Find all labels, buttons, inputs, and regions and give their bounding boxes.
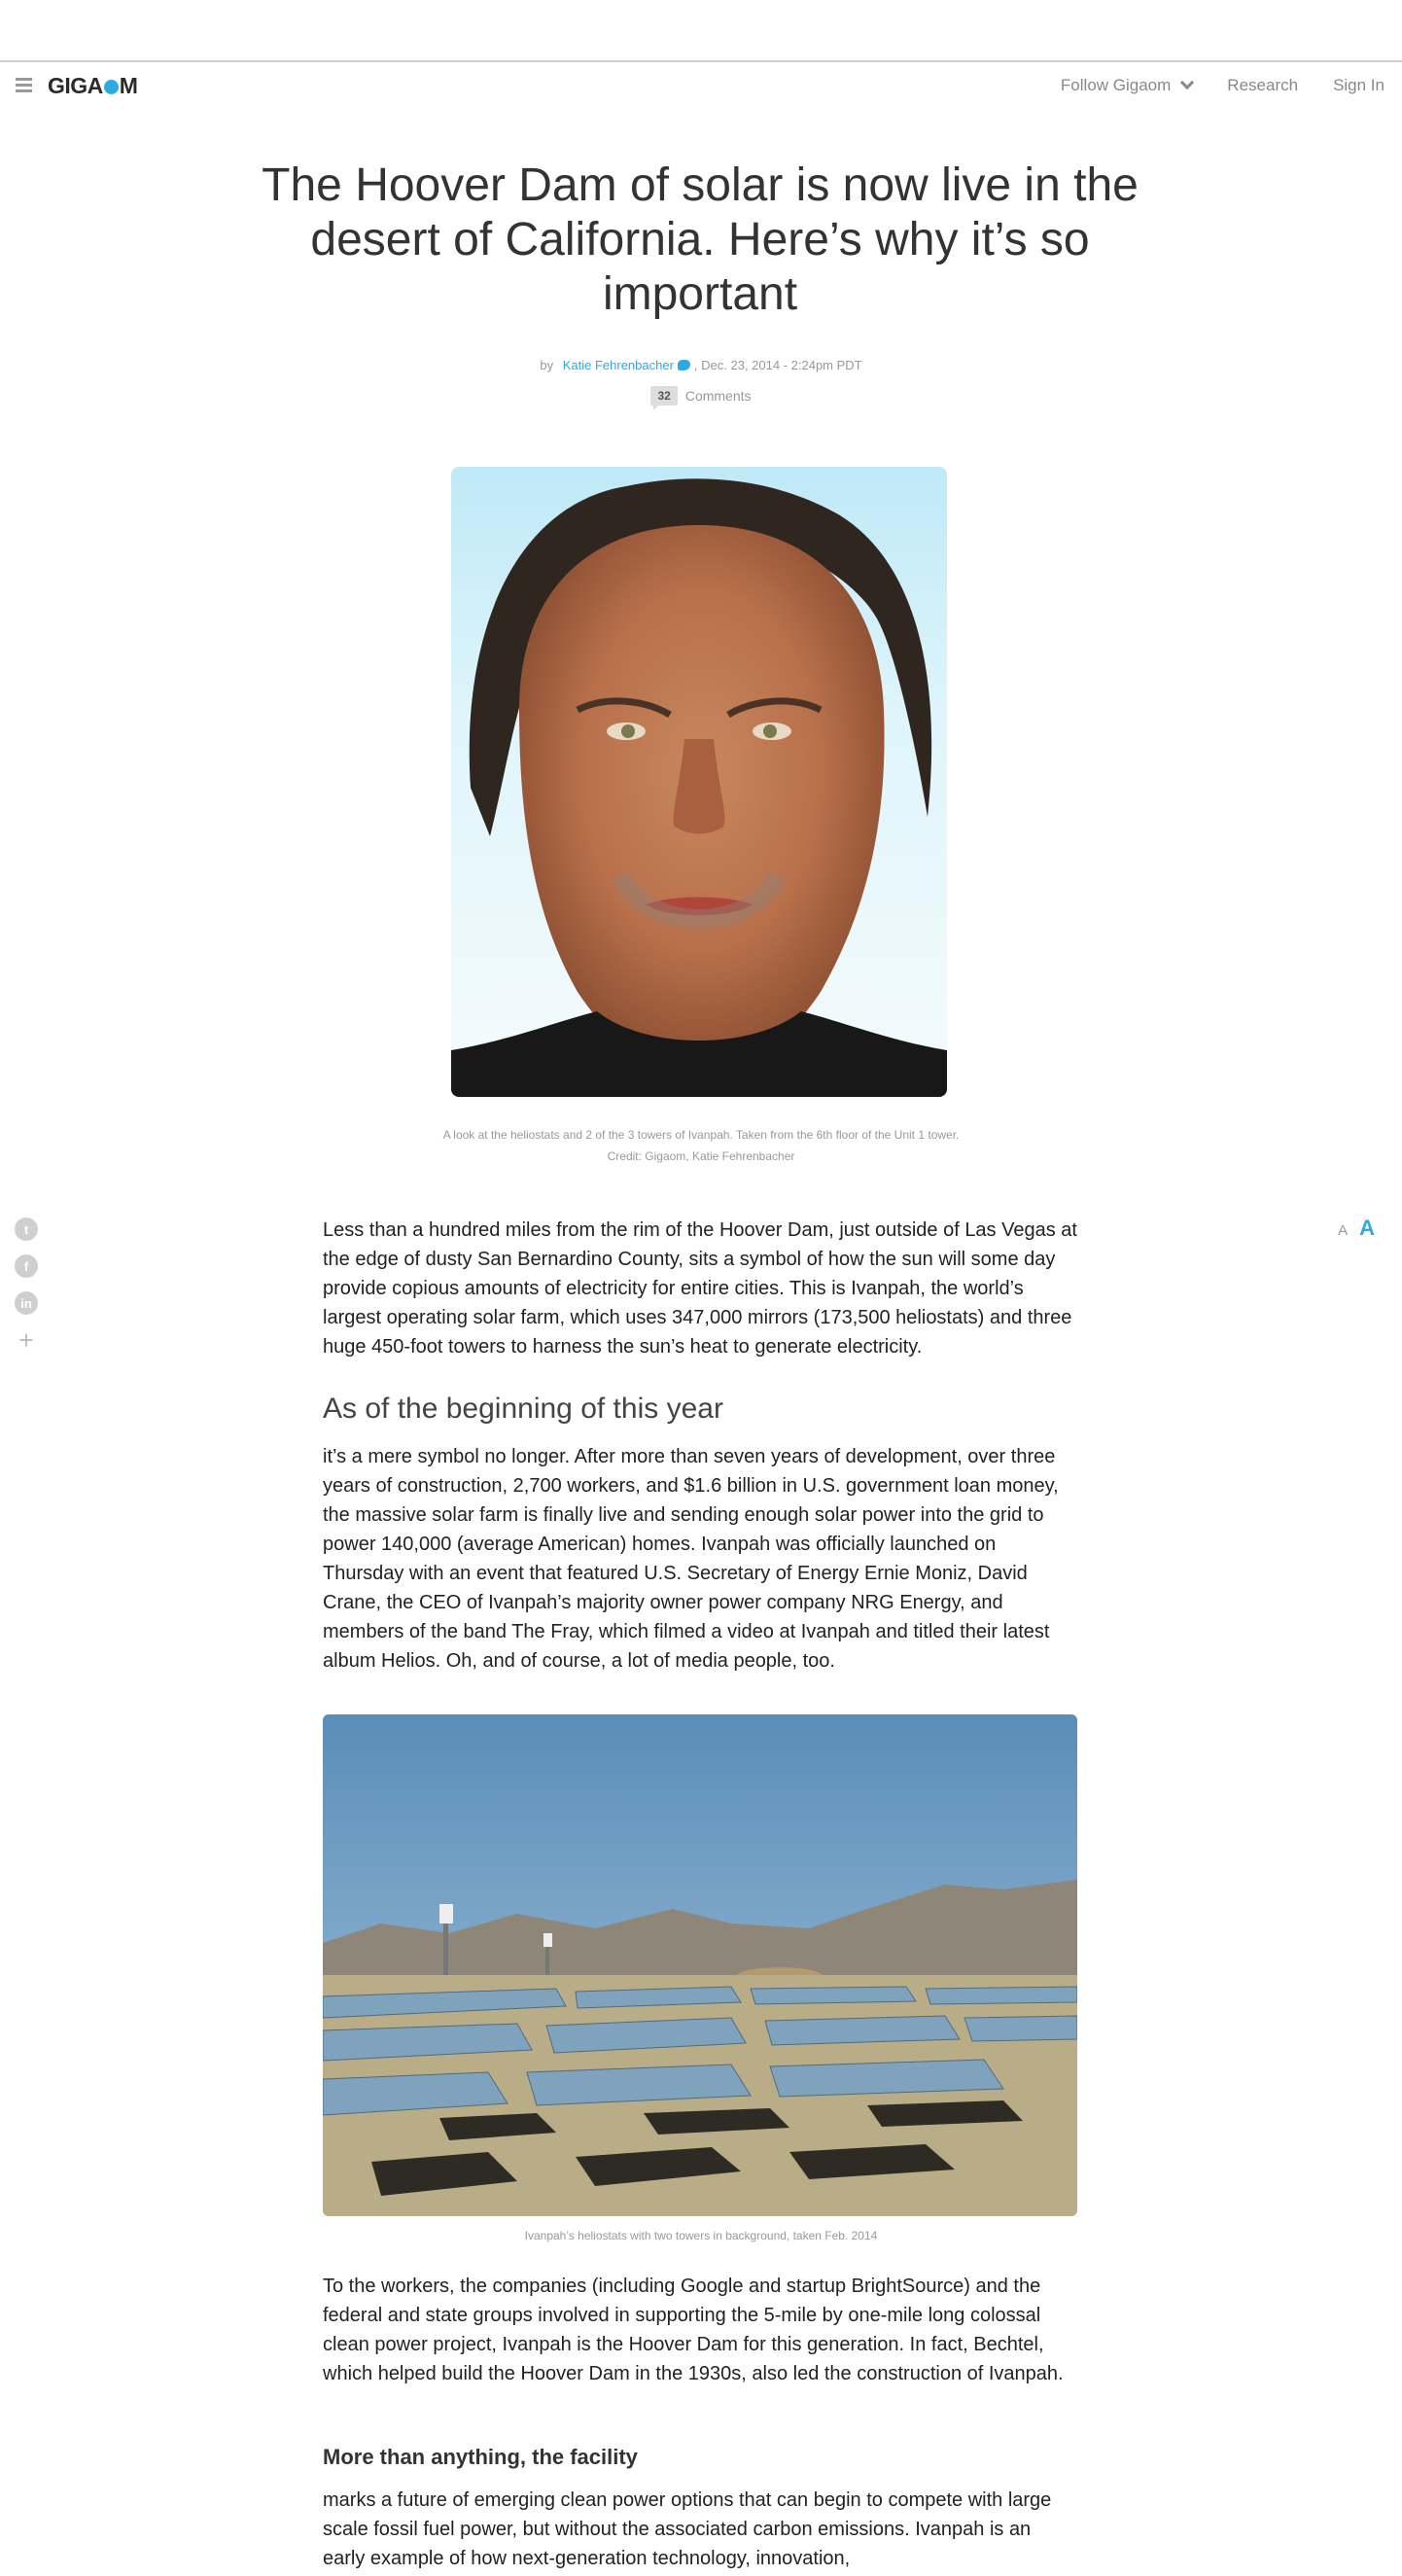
font-size-large-button[interactable]: A — [1359, 1216, 1375, 1240]
follow-gigaom-menu[interactable] — [1061, 76, 1192, 95]
article-title: The Hoover Dam of solar is now live in the desert of California. Here’s why it’s so important — [262, 159, 1139, 320]
paragraph-1: Less than a hundred miles from the rim of the Hoover Dam, just outside of Las Vegas at the edge of dusty San Bernardino County, sits a symbol of how the sun will some day provide copious amounts of electricity for entire cities. This is Ivanpah, the world’s largest operating solar farm, which uses 347,000 mirrors (173,500 heliostats) and three huge 450-foot towers to harness the sun’s heat to generate electricity. — [323, 1219, 1077, 1358]
facebook-share-icon[interactable]: f — [15, 1254, 38, 1278]
gigaom-logo[interactable]: GIGA M — [48, 73, 138, 98]
lead-image-caption — [0, 1124, 1402, 1167]
paragraph-3: To the workers, the companies (including Google and startup BrightSource) and the federal and state groups involved in supporting the 5-mile by one-mile long colossal clean power project, Ivanpah is the Hoover Dam for this generation. In fact, Bechtel, which helped build the Hoover Dam in the 1930s, also led the construction of Ivanpah. — [323, 2276, 1064, 2384]
caption-text: A look at the heliostats and 2 of the 3 towers of Ivanpah. Taken from the 6th floor of the Unit 1 tower. — [442, 1128, 960, 1142]
chevron-down-icon — [1180, 76, 1194, 89]
sign-in-link[interactable]: Sign In — [1333, 76, 1384, 94]
section-heading-1: As of the beginning of this year — [323, 1393, 723, 1425]
comment-count-badge: 32 — [650, 386, 677, 406]
share-bar — [15, 1217, 38, 1355]
portrait-photo — [451, 467, 947, 1097]
linkedin-share-icon[interactable]: in — [15, 1291, 38, 1315]
follow-gigaom-label: Follow Gigaom — [1060, 76, 1172, 94]
author-link[interactable]: Katie Fehrenbacher — [562, 358, 674, 372]
twitter-share-icon[interactable]: t — [15, 1217, 38, 1241]
more-share-icon[interactable]: + — [18, 1324, 34, 1355]
research-link[interactable]: Research — [1227, 76, 1299, 94]
heliostats-caption: Ivanpah’s heliostats with two towers in background, taken Feb. 2014 — [524, 2229, 878, 2242]
paragraph-4: marks a future of emerging clean power options that can begin to compete with large scale fossil fuel power, but without the associated carbon emissions. Ivanpah is an early example of how next-generation technology, innovation, — [323, 2489, 1052, 2569]
lead-image — [451, 467, 947, 1097]
twitter-bird-icon[interactable] — [678, 360, 690, 371]
font-size-controls — [1338, 1216, 1375, 1241]
byline — [0, 358, 1402, 372]
comments-label: Comments — [684, 388, 752, 404]
top-bar — [0, 60, 1402, 111]
top-nav — [1061, 76, 1384, 95]
paragraph-2: it’s a mere symbol no longer. After more than seven years of development, over three years of construction, 2,700 workers, and $1.6 billion in U.S. government loan money, the massive solar farm is finally live and sending enough solar power into the grid to power 140,000 (average American) homes. Ivanpah was officially launched on Thursday with an event that featured U.S. Secretary of Energy Ernie Moniz, David Crane, the CEO of Ivanpah’s majority owner power company NRG Energy, and members of the band The Fray, which filmed a video at Ivanpah and titled their latest album Helios. Oh, and of course, a lot of media people, too. — [323, 1446, 1059, 1672]
heliostats-image — [323, 1714, 1077, 2216]
caption-credit: Credit: Gigaom, Katie Fehrenbacher — [607, 1149, 795, 1163]
publish-date: , Dec. 23, 2014 - 2:24pm PDT — [693, 358, 862, 372]
font-size-small-button[interactable]: A — [1338, 1222, 1349, 1239]
section-heading-2: More than anything, the facility — [323, 2445, 638, 2469]
menu-icon[interactable] — [16, 78, 32, 92]
by-label: by — [540, 358, 554, 372]
heliostats-photo — [323, 1714, 1077, 2216]
comments-link[interactable] — [0, 386, 1402, 406]
